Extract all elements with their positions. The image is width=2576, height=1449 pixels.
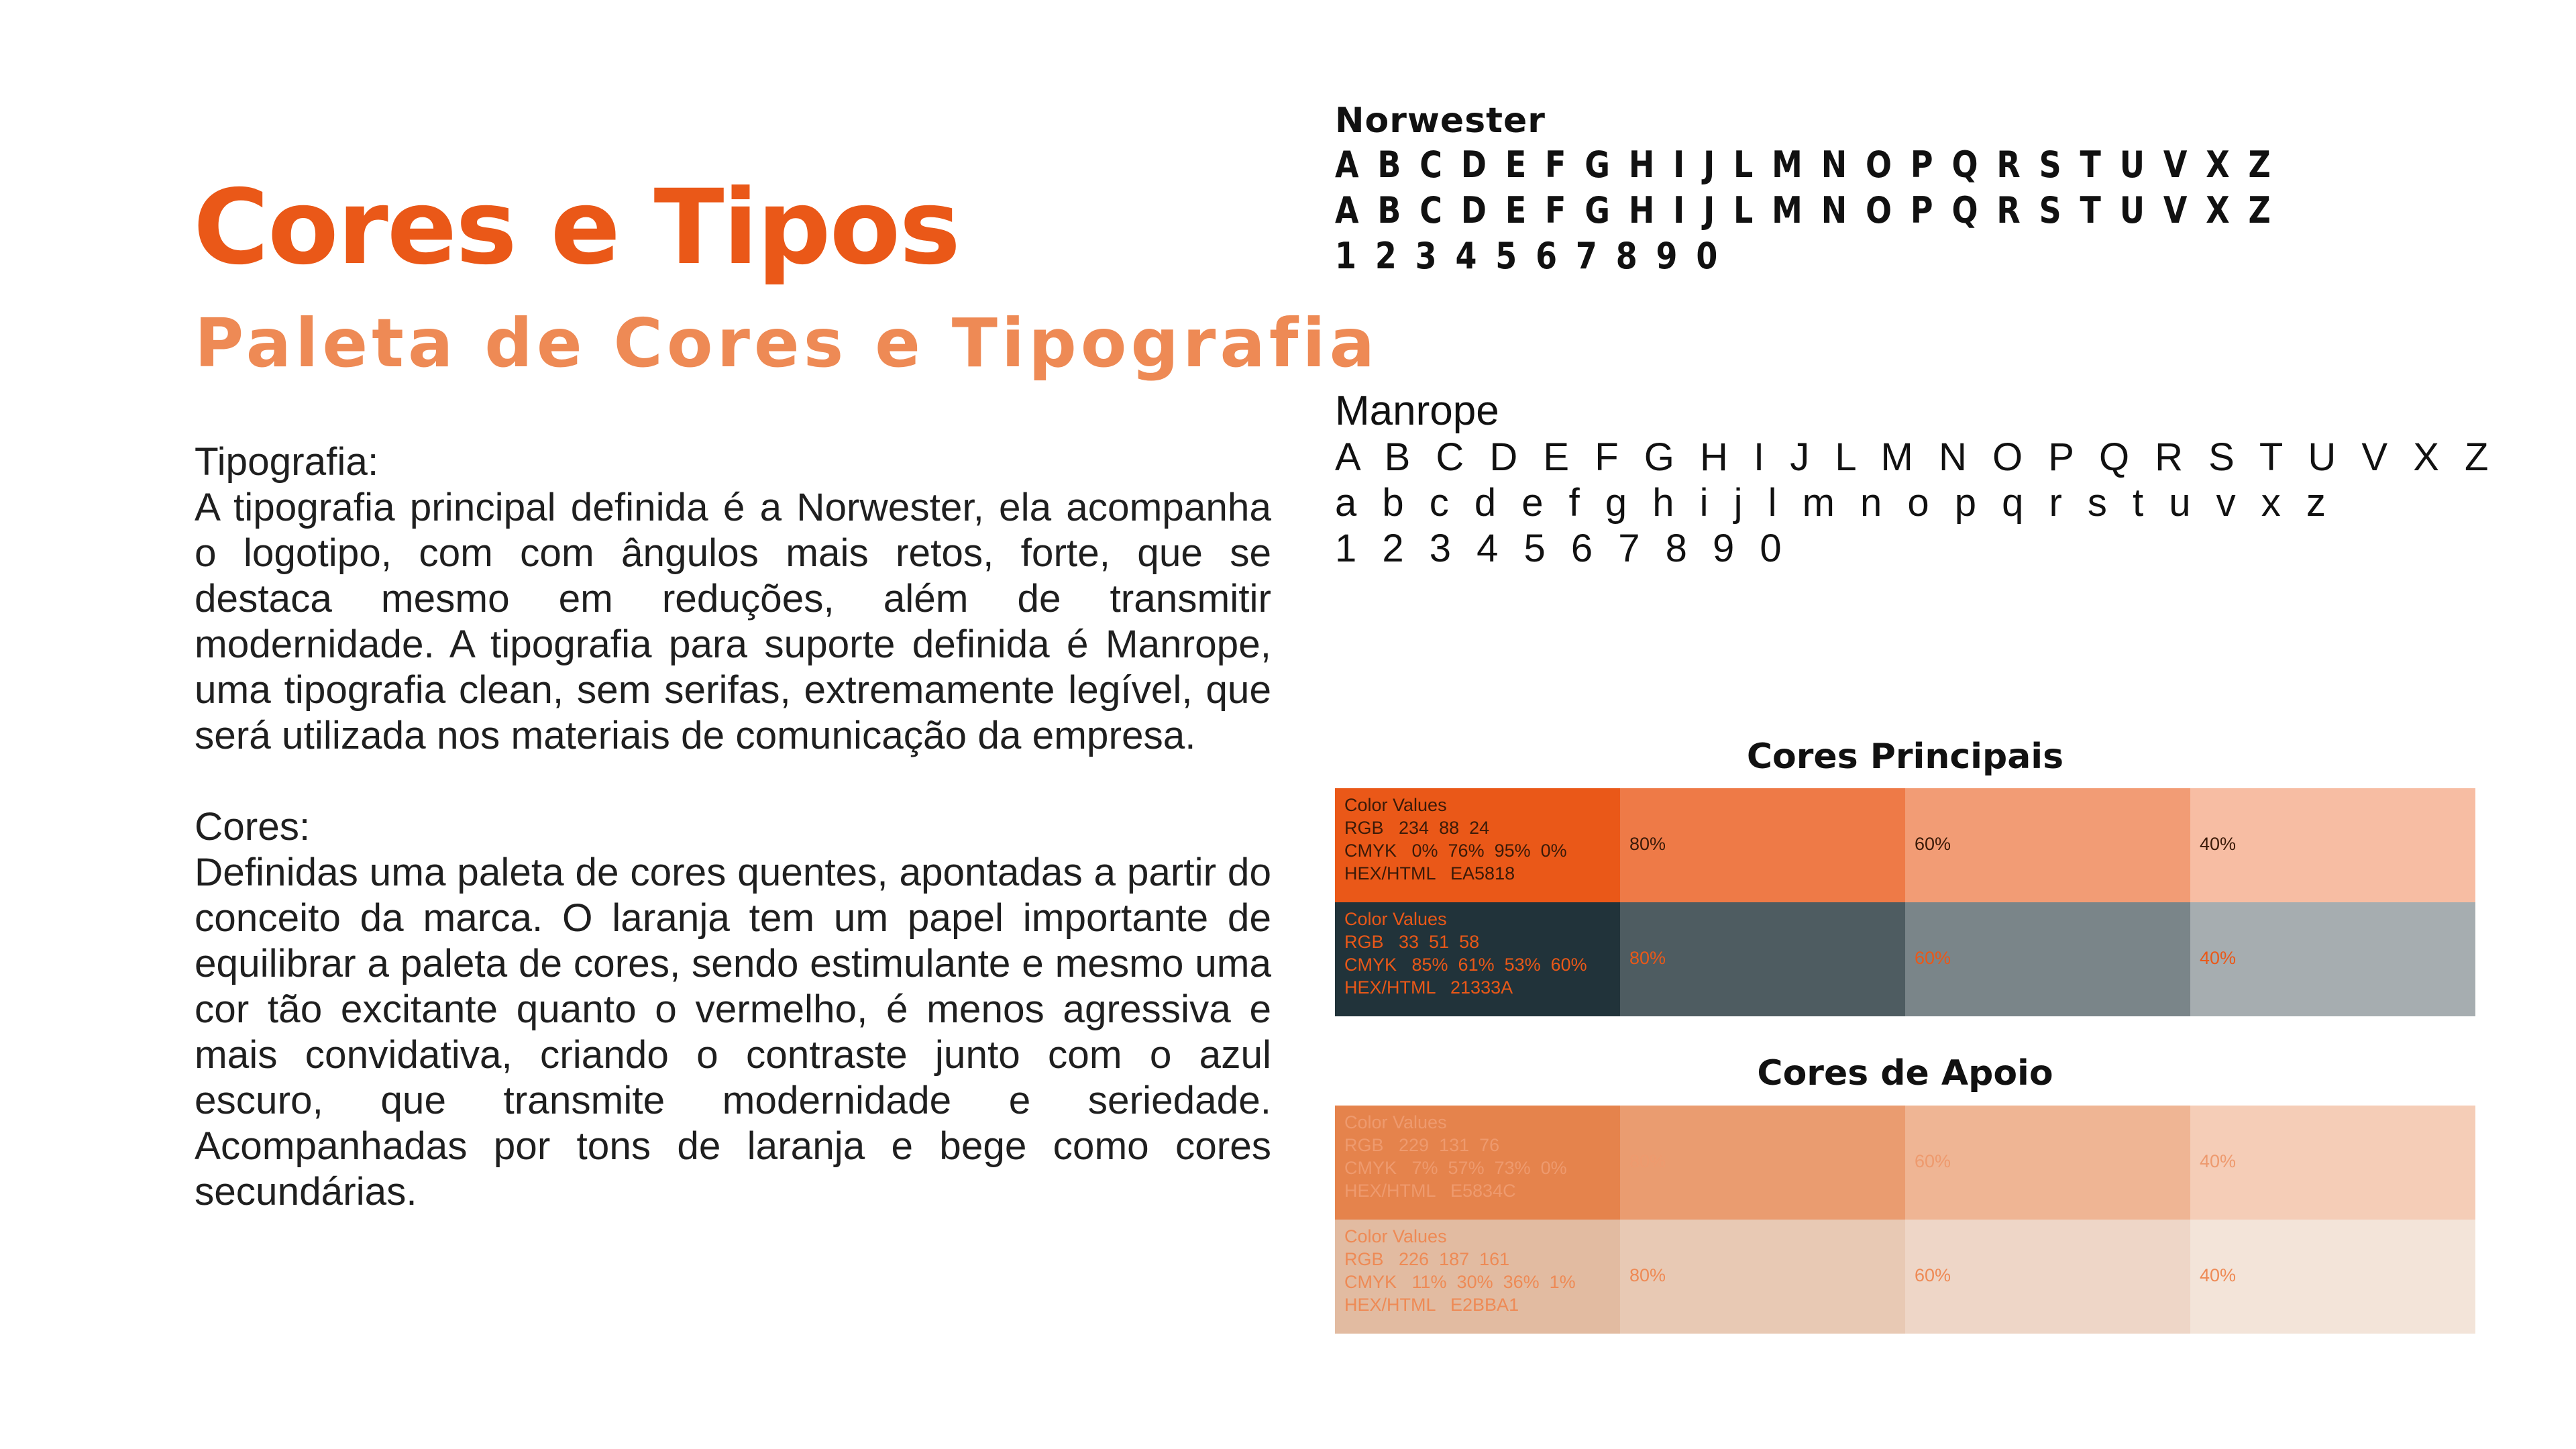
rgb-value: RGB 226 187 161 [1344, 1249, 1510, 1269]
cmyk-value: CMYK 0% 76% 95% 0% [1344, 841, 1567, 861]
swatch-tint-40 [2190, 1106, 2475, 1220]
swatch-tint-60 [1905, 1106, 2190, 1220]
rgb-value: RGB 229 131 76 [1344, 1135, 1500, 1155]
swatch-base [1335, 902, 1620, 1016]
rgb-value: RGB 33 51 58 [1344, 932, 1480, 952]
tint-label: 60% [1915, 948, 1951, 968]
color-values-heading: Color Values [1344, 1226, 1447, 1246]
cmyk-value: CMYK 85% 61% 53% 60% [1344, 955, 1587, 975]
tint-label: 80% [1629, 948, 1666, 968]
tipografia-paragraph: A tipografia principal definida é a Norwester, ela acompanha o logotipo, com com ângulos mais retos, forte, que se destaca mesmo em reduções, além de transmitir modernidade. A tipografia para suporte definida é Manrope, uma tipografia clean, sem serifas, extremamente legível, que será utilizada nos materiais de comunicação da empresa. [195, 486, 1271, 757]
norwester-font-name: Norwester [1335, 101, 1546, 141]
tint-label: 40% [2200, 948, 2237, 968]
hex-value: HEX/HTML E5834C [1344, 1181, 1516, 1201]
rgb-value: RGB 234 88 24 [1344, 818, 1490, 838]
color-values [1344, 1111, 1567, 1202]
swatch-tint-40 [2190, 788, 2475, 902]
tint-label: 40% [2200, 1265, 2237, 1285]
description-text [195, 439, 1271, 1215]
color-values-heading: Color Values [1344, 795, 1447, 815]
page-title: Cores e Tipos [193, 168, 960, 288]
palette-title-principais: Cores Principais [1746, 737, 2064, 777]
swatch-row-beige [1335, 1220, 2475, 1334]
norwester-specimen [1335, 99, 2440, 279]
swatch-row-navy [1335, 902, 2475, 1016]
cores-label: Cores: [195, 805, 311, 849]
swatch-tint-40 [2190, 1220, 2475, 1334]
norwester-uppercase: A B C D E F G H I J L M N O P Q R S T U V X Z [1335, 144, 2275, 186]
manrope-lowercase: a b c d e f g h i j l m n o p q r s t u v x z [1335, 481, 2333, 525]
swatch-tint-60 [1905, 1220, 2190, 1334]
norwester-digits: 1 2 3 4 5 6 7 8 9 0 [1335, 235, 1722, 277]
tint-label: 40% [2200, 1151, 2237, 1171]
manrope-font-name: Manrope [1335, 388, 1499, 434]
swatch-base [1335, 1106, 1620, 1220]
color-values [1344, 908, 1587, 999]
swatch-tint-80 [1620, 1106, 1905, 1220]
palette-title-apoio: Cores de Apoio [1757, 1053, 2053, 1093]
cmyk-value: CMYK 11% 30% 36% 1% [1344, 1272, 1576, 1292]
tint-label: 60% [1915, 1265, 1951, 1285]
cmyk-value: CMYK 7% 57% 73% 0% [1344, 1158, 1567, 1178]
swatch-row-orange [1335, 788, 2475, 902]
norwester-lowercase: A B C D E F G H I J L M N O P Q R S T U V X Z [1335, 189, 2275, 231]
tint-label: 60% [1915, 1151, 1951, 1171]
swatch-tint-40 [2190, 902, 2475, 1016]
tint-label: 80% [1629, 1151, 1666, 1171]
color-values-heading: Color Values [1344, 909, 1447, 929]
swatch-base [1335, 788, 1620, 902]
color-values-heading: Color Values [1344, 1112, 1447, 1132]
swatch-tint-60 [1905, 902, 2190, 1016]
swatch-tint-60 [1905, 788, 2190, 902]
tint-label: 80% [1629, 1265, 1666, 1285]
manrope-digits: 1 2 3 4 5 6 7 8 9 0 [1335, 527, 1789, 570]
hex-value: HEX/HTML E2BBA1 [1344, 1295, 1519, 1315]
page-subtitle: Paleta de Cores e Tipografia [195, 304, 1379, 382]
swatch-row-light-orange [1335, 1106, 2475, 1220]
cores-paragraph: Definidas uma paleta de cores quentes, apontadas a partir do conceito da marca. O laranja tem um papel importante de equilibrar a paleta de cores, sendo estimulante e mesmo uma cor tão excitante quanto o vermelho, é menos agressiva e mais convidativa, criando o contraste junto com o azul escuro, que transmite modernidade e seriedade. Acompanhadas por tons de laranja e bege como cores secundárias. [195, 851, 1271, 1214]
tint-label: 80% [1629, 834, 1666, 854]
color-values [1344, 1225, 1576, 1316]
tint-label: 40% [2200, 834, 2237, 854]
swatch-tint-80 [1620, 1220, 1905, 1334]
tint-label: 60% [1915, 834, 1951, 854]
swatch-tint-80 [1620, 902, 1905, 1016]
color-values [1344, 794, 1567, 885]
section-spacer [195, 759, 1271, 804]
swatch-tint-80 [1620, 788, 1905, 902]
manrope-uppercase: A B C D E F G H I J L M N O P Q R S T U V X Z [1335, 435, 2496, 479]
hex-value: HEX/HTML EA5818 [1344, 863, 1515, 883]
hex-value: HEX/HTML 21333A [1344, 977, 1513, 998]
manrope-specimen [1335, 388, 2496, 572]
swatch-base [1335, 1220, 1620, 1334]
tipografia-label: Tipografia: [195, 440, 379, 484]
